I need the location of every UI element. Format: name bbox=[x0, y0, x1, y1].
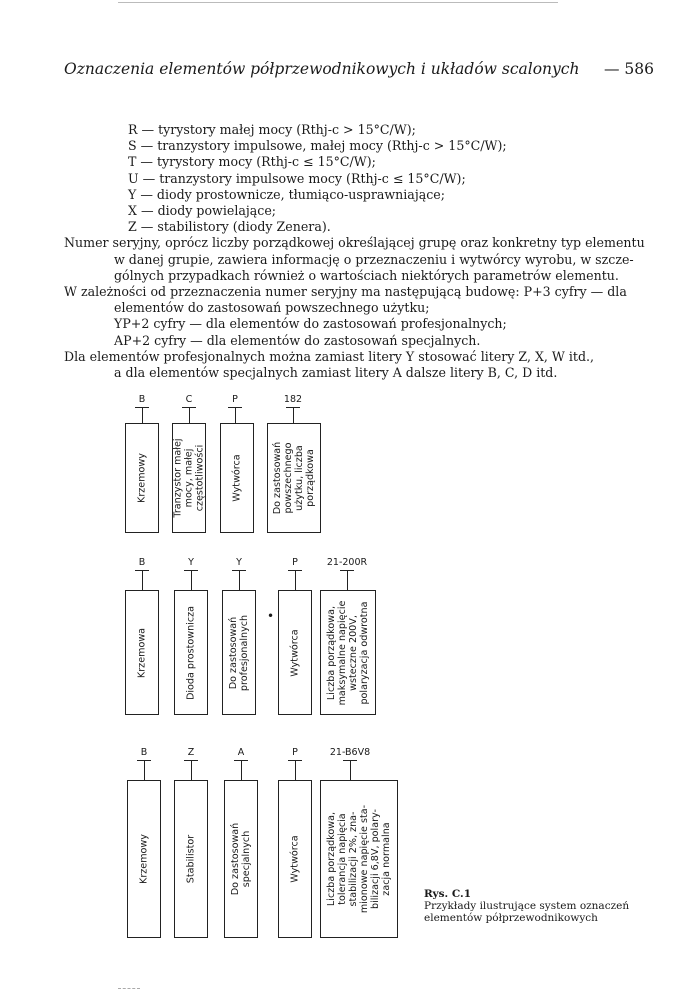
text-line: AP+2 cyfry — dla elementów do zastosowań specjalnych. bbox=[114, 332, 481, 348]
code-label: 21-200R bbox=[326, 557, 368, 568]
diagram-box: Wytwórca bbox=[220, 423, 254, 533]
diagram-box: Tranzystor małej mocy, małej częstotliwości bbox=[172, 423, 206, 533]
code-label: 21-B6V8 bbox=[329, 747, 371, 758]
diagram-box: Liczba porządkowa, maksymalne napięcie wsteczne 200V, polaryzacja odwrotna bbox=[320, 590, 376, 715]
code-label: A bbox=[237, 747, 245, 758]
caption-text: Przykłady ilustrujące system oznaczeń bbox=[424, 899, 630, 912]
diagram-box: Krzemowy bbox=[127, 780, 161, 938]
code-label: B bbox=[140, 747, 148, 758]
text-line: elementów do zastosowań powszechnego użytku; bbox=[114, 300, 430, 316]
figure-caption bbox=[424, 889, 629, 924]
text-line: W zależności od przeznaczenia numer seryjny ma następującą budowę: P+3 cyfry — dla bbox=[64, 284, 627, 300]
running-header bbox=[64, 60, 654, 78]
page-smudge bbox=[118, 988, 140, 989]
code-label: B bbox=[138, 557, 146, 568]
text-line: U — tranzystory impulsowe mocy (Rthj-c ≤ 15°C/W); bbox=[128, 170, 466, 186]
code-label: P bbox=[292, 747, 298, 758]
code-label: P bbox=[292, 557, 298, 568]
diagram-2: B Y Y P 21-200R Krzemowa Dioda prostownicza Do zastosowań profesjonalnych • Wytwórca Liczba porządkowa, maksymalne napięcie wsteczne 200V, polaryzacja odwrotna bbox=[100, 557, 400, 727]
code-label: Z bbox=[187, 747, 195, 758]
page-number: — 586 bbox=[603, 60, 654, 78]
code-label: C bbox=[185, 394, 193, 405]
diagram-box: Do zastosowań specjalnych bbox=[224, 780, 258, 938]
body-text bbox=[64, 122, 654, 381]
code-label: Y bbox=[236, 557, 242, 568]
diagram-box: Krzemowy bbox=[125, 423, 159, 533]
code-label: Y bbox=[188, 557, 194, 568]
top-rule bbox=[118, 2, 558, 3]
diagram-3 bbox=[100, 747, 400, 947]
diagram-box: Wytwórca bbox=[278, 590, 312, 715]
diagram-box: Do zastosowań profesjonalnych bbox=[222, 590, 256, 715]
text-line: Dla elementów profesjonalnych można zamiast litery Y stosować litery Z, X, W itd., bbox=[64, 348, 595, 364]
text-line: Y — diody prostownicze, tłumiąco-usprawniające; bbox=[128, 186, 445, 202]
text-line: YP+2 cyfry — dla elementów do zastosowań profesjonalnych; bbox=[114, 316, 507, 332]
code-label: 182 bbox=[283, 394, 303, 405]
caption-title: Rys. C.1 bbox=[424, 888, 471, 900]
diagram-box: Krzemowa bbox=[125, 590, 159, 715]
diagram-box: Liczba porządkowa, tolerancja napięcia stabilizacji 2%, zna- mionowe napięcie sta- bilizacji 6,8V, polary- zacja normalna bbox=[320, 780, 398, 938]
code-label: B bbox=[138, 394, 146, 405]
diagram-box: Dioda prostownicza bbox=[174, 590, 208, 715]
text-line: Z — stabilistory (diody Zenera). bbox=[128, 219, 331, 235]
diagram-box: Wytwórca bbox=[278, 780, 312, 938]
diagram-1 bbox=[100, 394, 400, 544]
text-line: S — tranzystory impulsowe, małej mocy (Rthj-c > 15°C/W); bbox=[128, 138, 507, 154]
header-title: Oznaczenia elementów półprzewodnikowych i układów scalonych bbox=[64, 60, 580, 78]
text-line: w danej grupie, zawiera informację o przeznaczeniu i wytwórcy wyrobu, w szcze- bbox=[114, 251, 634, 267]
caption-text: elementów półprzewodnikowych bbox=[424, 911, 598, 924]
text-line: Numer seryjny, oprócz liczby porządkowej określającej grupę oraz konkretny typ elementu bbox=[64, 235, 645, 251]
diagram-box: Do zastosowań powszechnego użytku, liczba porządkowa bbox=[267, 423, 321, 533]
code-label: P bbox=[232, 394, 238, 405]
text-line: gólnych przypadkach również o wartościach niektórych parametrów elementu. bbox=[114, 267, 619, 283]
text-line: X — diody powielające; bbox=[128, 203, 277, 219]
diagram-box: Stabilistor bbox=[174, 780, 208, 938]
text-line: a dla elementów specjalnych zamiast litery A dalsze litery B, C, D itd. bbox=[114, 365, 558, 381]
text-line: R — tyrystory małej mocy (Rthj-c > 15°C/W); bbox=[128, 122, 416, 137]
text-line: T — tyrystory mocy (Rthj-c ≤ 15°C/W); bbox=[128, 154, 376, 170]
